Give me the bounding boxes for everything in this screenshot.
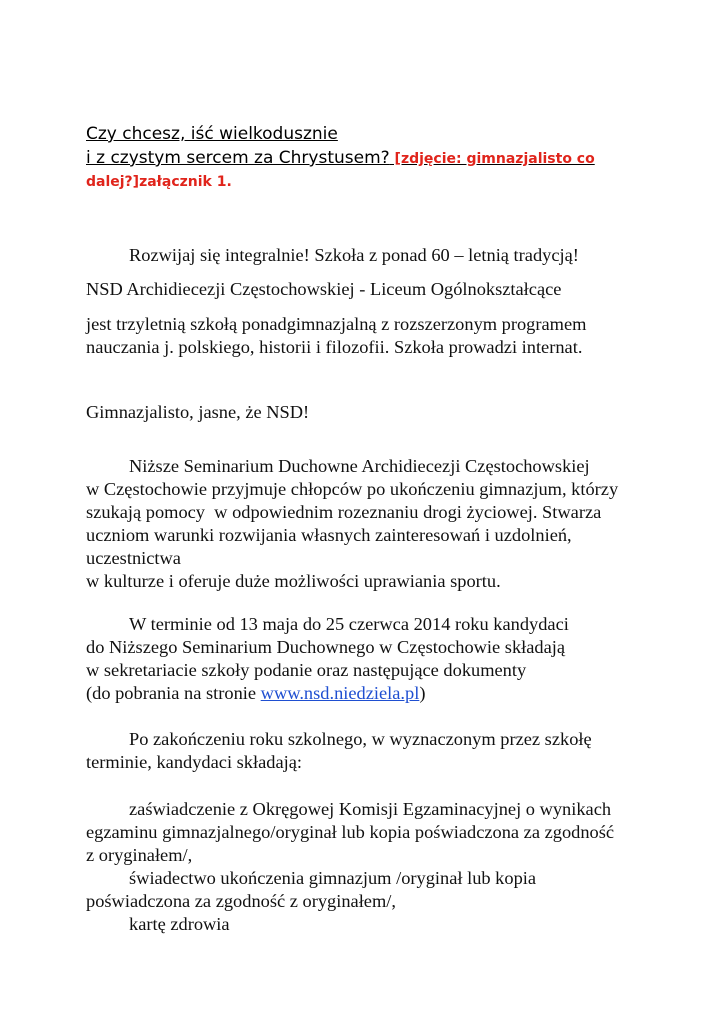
after-year-line-2: terminie, kandydaci składają: xyxy=(86,752,303,772)
slogan-section xyxy=(86,401,646,424)
after-year-line-1: Po zakończeniu roku szkolnego, w wyznaczonym przez szkołę xyxy=(129,729,592,749)
document-item-2-line-2: poświadczona za zgodność z oryginałem/, xyxy=(86,891,396,911)
deadline-line-2: do Niższego Seminarium Duchownego w Częstochowie składają xyxy=(86,637,566,657)
heading-note-part-1: [zdjęcie: gimnazjalisto co xyxy=(389,151,595,167)
seminary-line-4: uczniom warunki rozwijania własnych zainteresowań i uzdolnień, xyxy=(86,525,572,545)
deadline-line-4-prefix: (do pobrania na stronie xyxy=(86,683,261,703)
document-item-1-line-2: egzaminu gimnazjalnego/oryginał lub kopia poświadczona za zgodność xyxy=(86,822,615,842)
deadline-line-3: w sekretariacie szkoły podanie oraz następujące dokumenty xyxy=(86,660,527,680)
intro-school-name xyxy=(86,278,646,301)
nsd-website-link[interactable]: www.nsd.niedziela.pl xyxy=(260,683,420,703)
document-item-1-line-3: z oryginałem/, xyxy=(86,845,193,865)
seminary-line-2: w Częstochowie przyjmuje chłopców po ukończeniu gimnazjum, którzy xyxy=(86,479,619,499)
heading-line-2 xyxy=(86,146,646,171)
slogan: Gimnazjalisto, jasne, że NSD! xyxy=(86,402,310,422)
heading-line-1: Czy chcesz, iść wielkodusznie xyxy=(86,124,338,144)
deadline-line-4-suffix: ) xyxy=(419,683,426,703)
intro-line-2: NSD Archidiecezji Częstochowskiej - Liceum Ogólnokształcące xyxy=(86,279,562,299)
document-heading xyxy=(86,122,646,193)
intro-description xyxy=(86,313,646,359)
intro-section xyxy=(86,244,646,267)
document-item-2-line-1: świadectwo ukończenia gimnazjum /oryginał lub kopia xyxy=(129,868,537,888)
intro-line-3: jest trzyletnią szkołą ponadgimnazjalną z rozszerzonym programem xyxy=(86,314,587,334)
deadline-line-1: W terminie od 13 maja do 25 czerwca 2014 roku kandydaci xyxy=(129,614,569,634)
documents-list xyxy=(86,798,646,936)
seminary-line-1: Niższe Seminarium Duchowne Archidiecezji Częstochowskiej xyxy=(129,456,590,476)
deadline-line-4 xyxy=(86,682,646,705)
intro-line-4: nauczania j. polskiego, historii i filozofii. Szkoła prowadzi internat. xyxy=(86,337,583,357)
deadline-section xyxy=(86,613,646,705)
seminary-line-6: w kulturze i oferuje duże możliwości uprawiania sportu. xyxy=(86,571,501,591)
seminary-line-3: szukają pomocy w odpowiednim rozeznaniu drogi życiowej. Stwarza xyxy=(86,502,602,522)
document-item-3: kartę zdrowia xyxy=(129,914,230,934)
seminary-line-5: uczestnictwa xyxy=(86,548,181,568)
seminary-section xyxy=(86,455,646,593)
intro-line-1: Rozwijaj się integralnie! Szkoła z ponad 60 – letnią tradycją! xyxy=(129,245,579,265)
heading-note-part-2: dalej?]załącznik 1. xyxy=(86,174,232,190)
after-year-section xyxy=(86,728,646,774)
document-item-1-line-1: zaświadczenie z Okręgowej Komisji Egzaminacyjnej o wynikach xyxy=(129,799,612,819)
heading-line-2-text: i z czystym sercem za Chrystusem? xyxy=(86,148,390,168)
